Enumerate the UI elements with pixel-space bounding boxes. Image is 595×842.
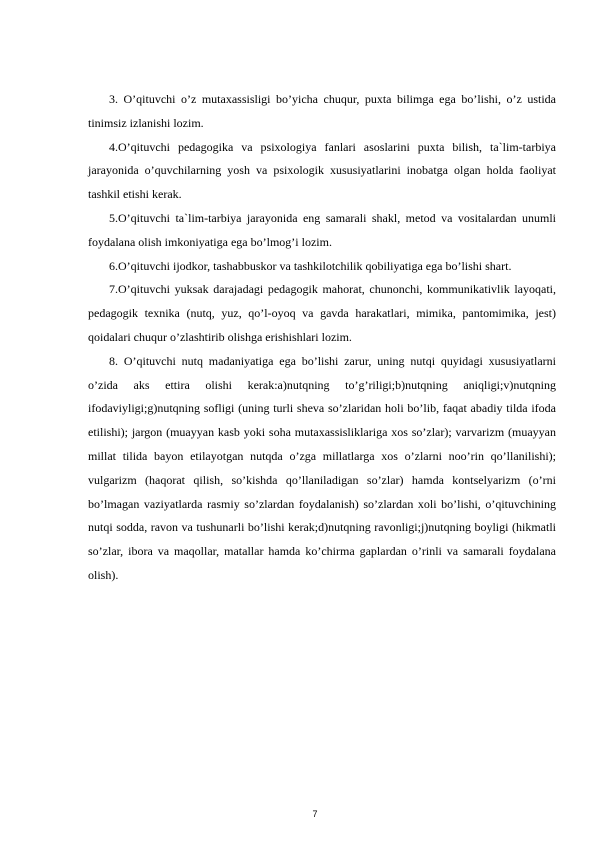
page-body xyxy=(88,88,556,588)
paragraph-3: 3. O’qituvchi o’z mutaxassisligi bo’yicha chuqur, puxta bilimga ega bo’lishi, o’z ustida tinimsiz izlanishi lozim. xyxy=(88,92,556,130)
paragraph-8: 8. O’qituvchi nutq madaniyatiga ega bo’lishi zarur, uning nutqi quyidagi xususiyatlarni o’zida aks ettira olishi kerak:a)nutqning to’g’riligi;b)nutqning aniqligi;v)nutqning ifodaviyligi;g)nutqning sofligi (uning turli sheva so’zlaridan holi bo’lib, faqat abadiy tilda ifoda etilishi); jargon (muayyan kasb yoki soha mutaxassisliklariga xos so’zlar); varvarizm (muayyan millat tilida bayon etilayotgan nutqda o’zga millatlarga xos o’zlarni noo’rin qo’llanilishi); vulgarizm (haqorat qilish, so’kishda qo’llaniladigan so’zlar) hamda kontselyarizm (o’rni bo’lmagan vaziyatlarda rasmiy so’zlardan foydalanish) so’zlardan xoli bo’lishi, o’qituvchining nutqi sodda, ravon va tushunarli bo’lishi kerak;d)nutqning ravonligi;j)nutqning boyligi (hikmatli so’zlar, ibora va maqollar, matallar hamda ko’chirma gaplardan o’rinli va samarali foydalana olish). xyxy=(88,353,556,582)
paragraph-7: 7.O’qituvchi yuksak darajadagi pedagogik mahorat, chunonchi, kommunikativlik layoqati, pedagogik texnika (nutq, yuz, qo’l-oyoq va gavda harakatlari, mimika, pantomimika, jest) qoidalari chuqur o’zlashtirib olishga erishishlari lozim. xyxy=(88,282,556,344)
paragraph-5: 5.O’qituvchi ta`lim-tarbiya jarayonida eng samarali shakl, metod va vositalardan unumli foydalana olish imkoniyatiga ega bo’lmog’i lozim. xyxy=(88,210,556,249)
paragraph-4: 4.O’qituvchi pedagogika va psixologiya fanlari asoslarini puxta bilish, ta`lim-tarbiya jarayonida o’quvchilarning yosh va psixologik xususiyatlarini inobatga olgan holda faoliyat tashkil etishi kerak. xyxy=(88,139,556,202)
paragraph-6: 6.O’qituvchi ijodkor, tashabbuskor va tashkilotchilik qobiliyatiga ega bo’lishi shart. xyxy=(109,258,512,273)
page-number: 7 xyxy=(312,809,318,819)
